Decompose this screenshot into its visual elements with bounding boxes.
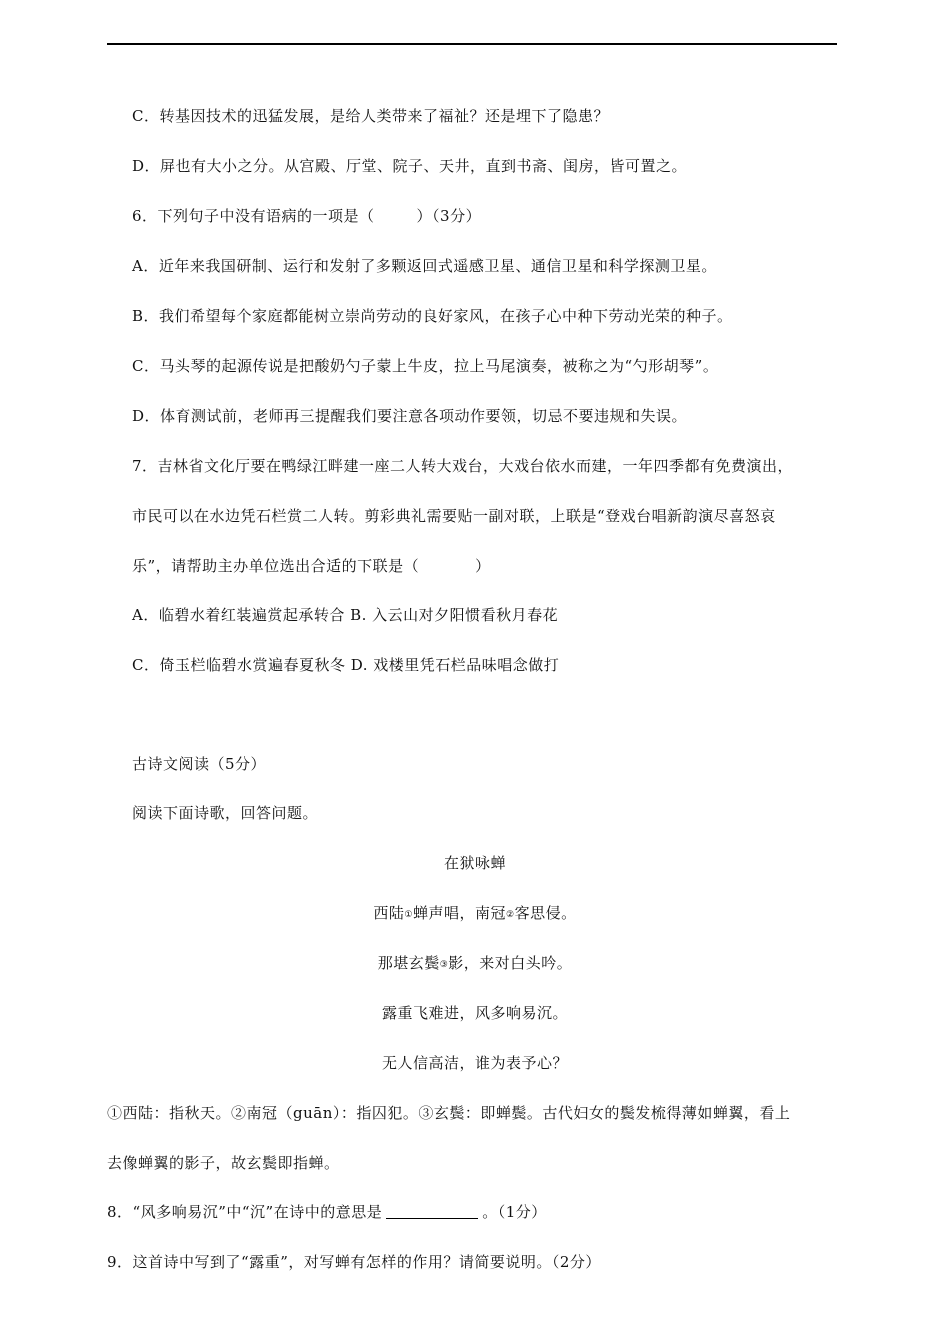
q6-option-b: B．我们希望每个家庭都能树立崇尚劳动的良好家风，在孩子心中种下劳动光荣的种子。 [132, 307, 733, 325]
section-instruction: 阅读下面诗歌，回答问题。 [132, 804, 319, 822]
q9: 9．这首诗中写到了“露重”，对写蝉有怎样的作用？请简要说明。（2分） [107, 1253, 601, 1271]
notes-line-2: 去像蝉翼的影子，故玄鬓即指蝉。 [107, 1154, 340, 1172]
q6-option-a: A．近年来我国研制、运行和发射了多颗返回式遥感卫星、通信卫星和科学探测卫星。 [132, 257, 717, 275]
q7-stem-line-3 [132, 556, 491, 576]
q7-stem-close: ） [475, 557, 491, 575]
q8-score: 。（1分） [482, 1203, 547, 1221]
footnote-marker: ① [404, 910, 413, 920]
q8-text: 8．“风多响易沉”中“沉”在诗中的意思是 [107, 1203, 383, 1221]
poem-line-4: 无人信高洁，谁为表予心？ [381, 1054, 568, 1072]
q6-stem-text: 6．下列句子中没有语病的一项是（ [132, 207, 375, 225]
q6-option-d: D．体育测试前，老师再三提醒我们要注意各项动作要领，切忌不要违规和失误。 [132, 407, 688, 425]
q6-stem-score: ）（3分） [416, 207, 482, 225]
poem-text: 影，来对白头吟。 [448, 954, 573, 972]
poem-line-2 [0, 953, 950, 975]
poem-text: 蝉声唱，南冠 [412, 904, 506, 922]
poem-text: 客思侵。 [514, 904, 577, 922]
q7-options-ab: A．临碧水着红装遍赏起承转合 B. 入云山对夕阳惯看秋月春花 [132, 606, 559, 624]
q5-option-c: C．转基因技术的迅猛发展，是给人类带来了福祉？还是埋下了隐患？ [132, 107, 609, 125]
q6-option-c: C．马头琴的起源传说是把酸奶勺子蒙上牛皮，拉上马尾演奏，被称之为“勺形胡琴”。 [132, 357, 719, 375]
q8 [107, 1202, 547, 1222]
poem-text: 西陆 [373, 904, 405, 922]
q6-stem [132, 206, 481, 226]
poem-title: 在狱咏蝉 [443, 854, 506, 872]
header-rule [107, 43, 837, 45]
answer-blank[interactable] [386, 1204, 478, 1219]
section-title: 古诗文阅读（5分） [132, 755, 267, 773]
q7-stem-text: 乐”，请帮助主办单位选出合适的下联是（ [132, 557, 420, 575]
q7-stem-line-1: 7．吉林省文化厅要在鸭绿江畔建一座二人转大戏台，大戏台依水而建，一年四季都有免费演出， [132, 457, 794, 475]
poem-text: 那堪玄鬓 [377, 954, 440, 972]
notes-line-1: ①西陆：指秋天。②南冠（guān）：指囚犯。③玄鬓：即蝉鬓。古代妇女的鬓发梳得薄如蝉翼，看上 [107, 1104, 791, 1122]
footnote-marker: ③ [439, 960, 449, 970]
q7-stem-line-2: 市民可以在水边凭石栏赏二人转。剪彩典礼需要贴一副对联，上联是“登戏台唱新韵演尽喜怒哀 [132, 507, 776, 525]
footnote-marker: ② [506, 910, 515, 920]
q5-option-d: D．屏也有大小之分。从宫殿、厅堂、院子、天井，直到书斋、闺房，皆可置之。 [132, 157, 688, 175]
q7-options-cd: C．倚玉栏临碧水赏遍春夏秋冬 D. 戏楼里凭石栏品味唱念做打 [132, 656, 560, 674]
poem-line-3: 露重飞难进，风多响易沉。 [381, 1004, 568, 1022]
poem-line-1 [0, 903, 950, 925]
